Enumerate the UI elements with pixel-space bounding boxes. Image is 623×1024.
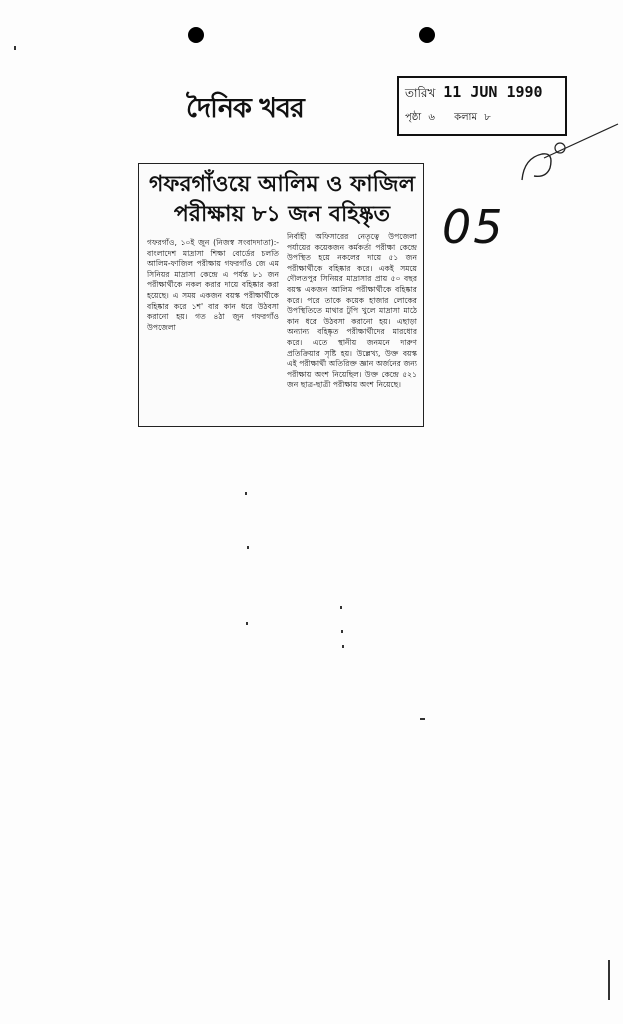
headline-line-2: পরীক্ষায় ৮১ জন বহিষ্কৃত xyxy=(173,202,391,227)
stamp-date-label: তারিখ xyxy=(405,86,436,100)
headline-line-1: গফরগাঁওয়ে আলিম ও ফাজিল xyxy=(149,172,415,197)
stamp-page-value: ৬ xyxy=(428,112,435,123)
punch-hole-right xyxy=(419,27,435,43)
handwritten-number: 05 xyxy=(442,200,505,254)
stamp-column-label: কলাম xyxy=(454,112,477,123)
article-headline xyxy=(147,170,417,230)
handwritten-check-mark xyxy=(520,118,620,188)
stamp-column-value: ৮ xyxy=(484,112,491,123)
article-left-column: গফরগাঁও, ১০ই জুন (নিজস্ব সংবাদদাতা):- বাংলাদেশ মাদ্রাসা শিক্ষা বোর্ডের চলতি আলিম-ফাজিল পরীক্ষায় গফরগাঁও জে এম সিনিয়র মাদ্রাসা কেন্দ্রে এ পর্যন্ত ৮১ জন পরীক্ষার্থীকে নকল করার দায়ে বহিষ্কার করা হয়েছে। এ সময় একজন বয়স্ক পরীক্ষার্থীকে বহিষ্কার করে ১শ' বার কান ধরে উঠবসা করানো হয়। গত ৪ঠা জুন গফরগাঁও উপজেলা xyxy=(147,238,279,332)
newspaper-masthead: দৈনিক খবর xyxy=(186,93,304,124)
article-right-column: নির্বাহী অফিসারের নেতৃত্বে উপজেলা পর্যায়ের কয়েকজন কর্মকর্তা পরীক্ষা কেন্দ্রে উপস্থিত হয়ে নকলের দায়ে ৫১ জন পরীক্ষার্থীকে বহিষ্কার করে। একই সময়ে দৌলতপুর সিনিয়র মাদ্রাসার প্রায় ৫০ বছর বয়স্ক একজন আলিম পরীক্ষার্থীকে বহিষ্কার করে। পরে তাকে কয়েক হাজার লোকের উপস্থিতিতে মাথার টুপি খুলে মাদ্রাসা মাঠে কান ধরে উঠবসা করানো হয়। এছাড়া অন্যান্য বহিষ্কৃত পরীক্ষার্থীদের মারধোর করে। এতে স্থানীয় জনমনে দারুণ প্রতিক্রিয়ার সৃষ্টি হয়। উল্লেখ্য, উক্ত বয়স্ক এই পরীক্ষার্থী অতিরিক্ত জ্ঞান অর্জনের জন্য পরীক্ষায় অংশ নিয়েছিল। উক্ত কেন্দ্রে ৫২১ জন ছাত্র-ছাত্রী পরীক্ষায় অংশ নিয়েছে। xyxy=(287,232,417,390)
newspaper-clipping xyxy=(138,163,424,427)
stamp-date-value: 11 JUN 1990 xyxy=(443,83,543,101)
punch-hole-left xyxy=(188,27,204,43)
stamp-page-label: পৃষ্ঠা xyxy=(405,112,422,123)
